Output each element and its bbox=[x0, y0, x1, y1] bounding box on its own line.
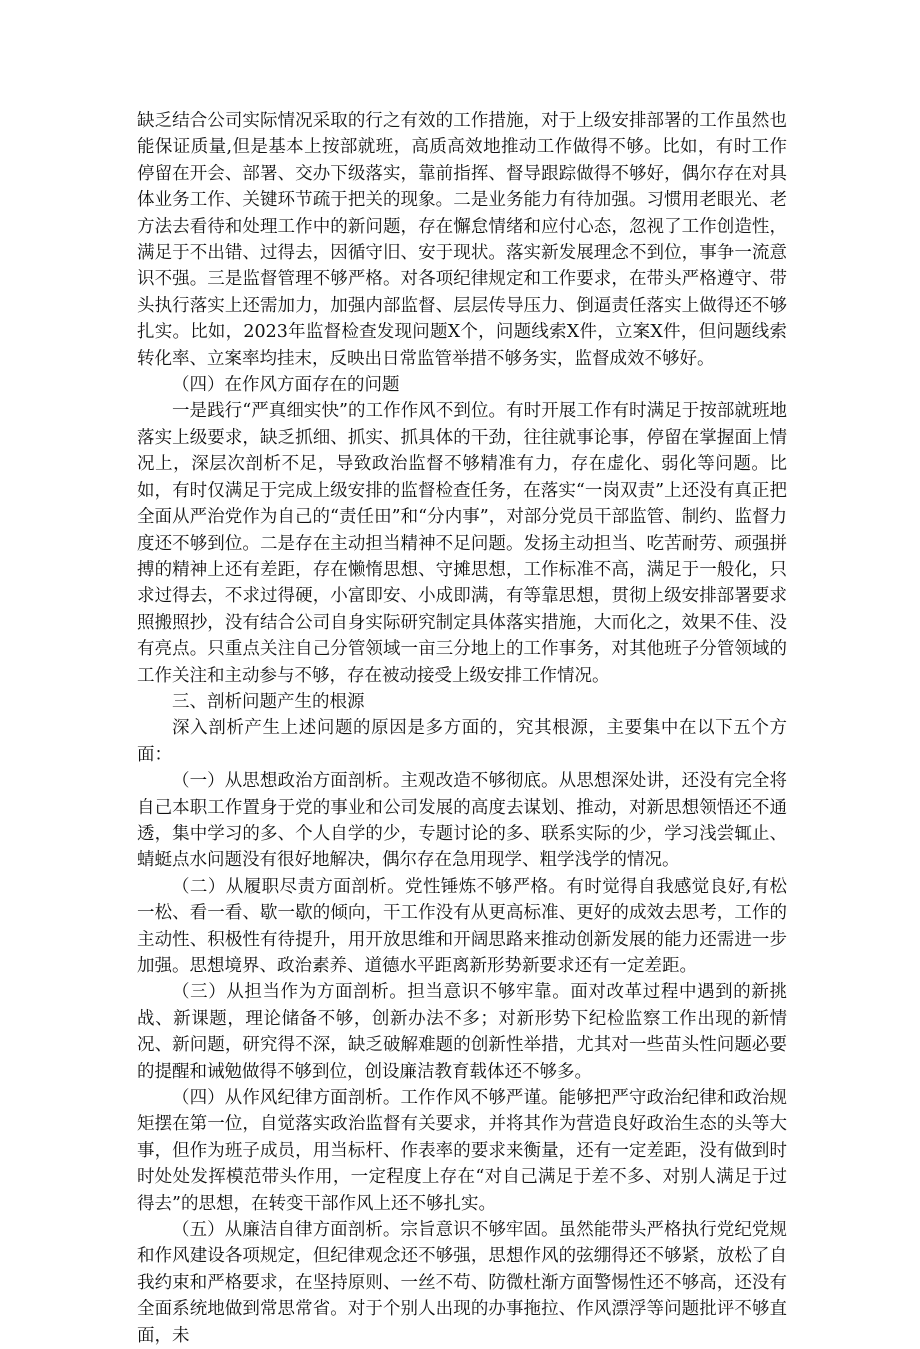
body-paragraph: 缺乏结合公司实际情况采取的行之有效的工作措施，对于上级安排部署的工作虽然也能保证质量,但是基本上按部就班，高质高效地推动工作做得不够。比如，有时工作停留在开会、部署、交办下级落实，靠前指挥、督导跟踪做得不够好，偶尔存在对具体业务工作、关键环节疏于把关的现象。二是业务能力有待加强。习惯用老眼光、老方法去看待和处理工作中的新问题，存在懈怠情绪和应付心态，忽视了工作创造性，满足于不出错、过得去，因循守旧、安于现状。落实新发展理念不到位，事争一流意识不强。三是监督管理不够严格。对各项纪律规定和工作要求，在带头严格遵守、带头执行落实上还需加力，加强内部监督、层层传导压力、倒逼责任落实上做得还不够扎实。比如，2023年监督检查发现问题X个，问题线索X件，立案X件，但问题线索转化率、立案率均挂末，反映出日常监管举措不够务实，监督成效不够好。 bbox=[137, 111, 787, 369]
section-heading: （四）在作风方面存在的问题 bbox=[172, 375, 400, 396]
body-paragraph: （三）从担当作为方面剖析。担当意识不够牢靠。面对改革过程中遇到的新挑战、新课题，理论储备不够，创新办法不多；对新形势下纪检监察工作出现的新情况、新问题，研究得不深，缺乏破解难题的创新性举措，尤其对一些苗头性问题必要的提醒和诫勉做得不够到位，创设廉洁教育载体还不够多。 bbox=[137, 982, 787, 1082]
body-paragraph: （二）从履职尽责方面剖析。党性锤炼不够严格。有时觉得自我感觉良好,有松一松、看一看、歇一歇的倾向，干工作没有从更高标准、更好的成效去思考，工作的主动性、积极性有待提升，用开放思维和开阔思路来推动创新发展的能力还需进一步加强。思想境界、政治素养、道德水平距离新形势新要求还有一定差距。 bbox=[137, 876, 787, 976]
body-paragraph: 一是践行“严真细实快”的工作作风不到位。有时开展工作有时满足于按部就班地落实上级要求，缺乏抓细、抓实、抓具体的干劲，往往就事论事，停留在掌握面上情况上，深层次剖析不足，导致政治监督不够精准有力，存在虚化、弱化等问题。比如，有时仅满足于完成上级安排的监督检查任务，在落实“一岗双责”上还没有真正把全面从严治党作为自己的“责任田”和“分内事”，对部分党员干部监管、制约、监督力度还不够到位。二是存在主动担当精神不足问题。发扬主动担当、吃苦耐劳、顽强拼搏的精神上还有差距，存在懒惰思想、守摊思想，工作标准不高，满足于一般化，只求过得去，不求过得硬，小富即安、小成即满，有等靠思想，贯彻上级安排部署要求照搬照抄，没有结合公司自身实际研究制定具体落实措施，大而化之，效果不佳、没有亮点。只重点关注自己分管领域一亩三分地上的工作事务，对其他班子分管领域的工作关注和主动参与不够，存在被动接受上级安排工作情况。 bbox=[137, 401, 787, 686]
body-paragraph: （四）从作风纪律方面剖析。工作作风不够严谨。能够把严守政治纪律和政治规矩摆在第一位，自觉落实政治监督有关要求，并将其作为营造良好政治生态的头等大事，但作为班子成员，用当标杆、作表率的要求来衡量，还有一定差距，没有做到时时处处发挥模范带头作用，一定程度上存在“对自己满足于差不多、对别人满足于过得去”的思想，在转变干部作风上还不够扎实。 bbox=[137, 1088, 787, 1214]
body-paragraph: （五）从廉洁自律方面剖析。宗旨意识不够牢固。虽然能带头严格执行党纪党规和作风建设各项规定，但纪律观念还不够强，思想作风的弦绷得还不够紧，放松了自我约束和严格要求，在坚持原则、一丝不苟、防微杜渐方面警惕性还不够高，还没有全面系统地做到常思常省。对于个别人出现的办事拖拉、作风漂浮等问题批评不够直面，未 bbox=[137, 1220, 787, 1346]
body-paragraph: 深入剖析产生上述问题的原因是多方面的，究其根源，主要集中在以下五个方面： bbox=[137, 718, 787, 765]
body-paragraph: （一）从思想政治方面剖析。主观改造不够彻底。从思想深处讲，还没有完全将自己本职工作置身于党的事业和公司发展的高度去谋划、推动，对新思想领悟还不通透，集中学习的多、个人自学的少，专题讨论的多、联系实际的少，学习浅尝辄止、蜻蜓点水问题没有很好地解决，偶尔存在急用现学、粗学浅学的情况。 bbox=[137, 771, 787, 871]
document-page bbox=[137, 108, 787, 1349]
section-heading: 三、剖析问题产生的根源 bbox=[172, 691, 365, 712]
